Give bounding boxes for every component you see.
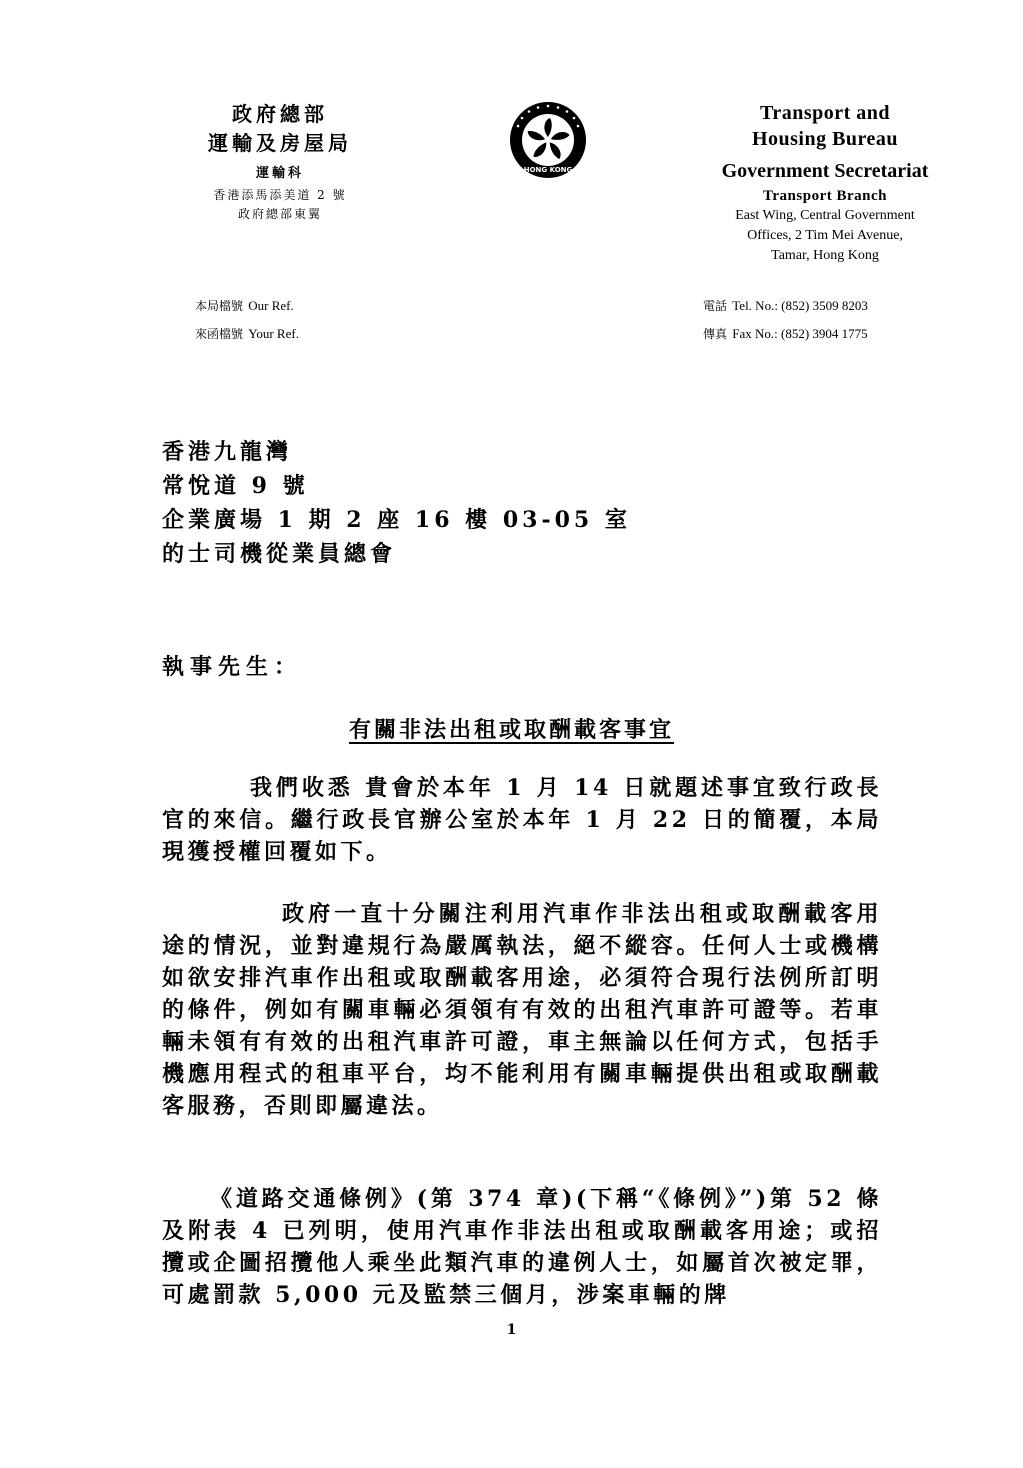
your-ref-label-en: Your Ref. — [248, 326, 299, 341]
dept-name-zh-line2: 運輸及房屋局 — [208, 131, 352, 155]
our-ref-label-en: Our Ref. — [248, 298, 294, 313]
letterhead-english — [700, 100, 950, 266]
address-en-line2: Offices, 2 Tim Mei Avenue, — [747, 228, 903, 243]
branch-name-en: Transport Branch — [763, 188, 887, 204]
paragraph-2: 政府一直十分關注利用汽車作非法出租或取酬載客用途的情況，並對違規行為嚴厲執法，絕不縱容。任何人士或機構如欲安排汽車作出租或取酬載客用途，必須符合現行法例所訂明的條件，例如有關車輛必須領有有效的出租汽車許可證等。若車輛未領有有效的出租汽車許可證，車主無論以任何方式，包括手機應用程式的租車平台，均不能利用有關車輛提供出租或取酬載客服務，否則即屬違法。 — [162, 901, 882, 1119]
dept-name-en-line2: Housing Bureau — [751, 128, 899, 150]
fax-number — [703, 320, 868, 348]
our-ref-label-zh: 本局檔號 — [195, 299, 244, 313]
reference-block — [195, 292, 299, 348]
paragraph-1: 我們收悉 貴會於本年 1 月 14 日就題述事宜致行政長官的來信。繼行政長官辦公室於本年 1 月 22 日的簡覆，本局現獲授權回覆如下。 — [162, 775, 882, 865]
secretariat-en: Government Secretariat — [721, 160, 929, 182]
recipient-address — [162, 435, 631, 571]
salutation: 執事先生： — [162, 654, 303, 680]
our-ref — [195, 292, 299, 320]
contact-block — [703, 292, 868, 348]
address-line: 香港九龍灣 — [162, 439, 293, 465]
address-en-line1: East Wing, Central Government — [735, 208, 915, 223]
address-zh-line1: 香港添馬添美道 2 號 — [213, 188, 347, 202]
page-number: 1 — [506, 1322, 517, 1338]
address-line: 常悅道 9 號 — [162, 473, 309, 499]
tel-number — [703, 292, 868, 320]
hksar-emblem-icon — [508, 98, 588, 188]
fax-value: Fax No.: (852) 3904 1775 — [732, 326, 868, 341]
address-line: 企業廣場 1 期 2 座 16 樓 03-05 室 — [162, 507, 631, 533]
dept-name-en-line1: Transport and — [759, 102, 891, 124]
branch-name-zh: 運輸科 — [255, 166, 304, 181]
emblem-label: HONG KONG — [523, 166, 573, 174]
subject-text: 有關非法出租或取酬載客事宜 — [348, 717, 674, 743]
recipient-name: 的士司機從業員總會 — [162, 541, 397, 567]
letterhead-chinese — [150, 100, 410, 224]
tel-label-zh: 電話 — [703, 299, 728, 313]
address-zh-line2: 政府總部東翼 — [237, 207, 322, 221]
subject-line — [0, 713, 1023, 744]
paragraph-3: 《道路交通條例》(第 374 章)(下稱“《條例》”)第 52 條及附表 4 已列明，使用汽車作非法出租或取酬載客用途；或招攬或企圖招攬他人乘坐此類汽車的違例人士，如屬首次被定罪，可處罰款 5,000 元及監禁三個月，涉案車輛的牌 — [162, 1186, 882, 1308]
your-ref-label-zh: 來函檔號 — [195, 327, 244, 341]
address-en-line3: Tamar, Hong Kong — [771, 248, 879, 263]
your-ref — [195, 320, 299, 348]
dept-name-zh-line1: 政府總部 — [232, 102, 328, 126]
tel-value: Tel. No.: (852) 3509 8203 — [732, 298, 868, 313]
fax-label-zh: 傳真 — [703, 327, 728, 341]
